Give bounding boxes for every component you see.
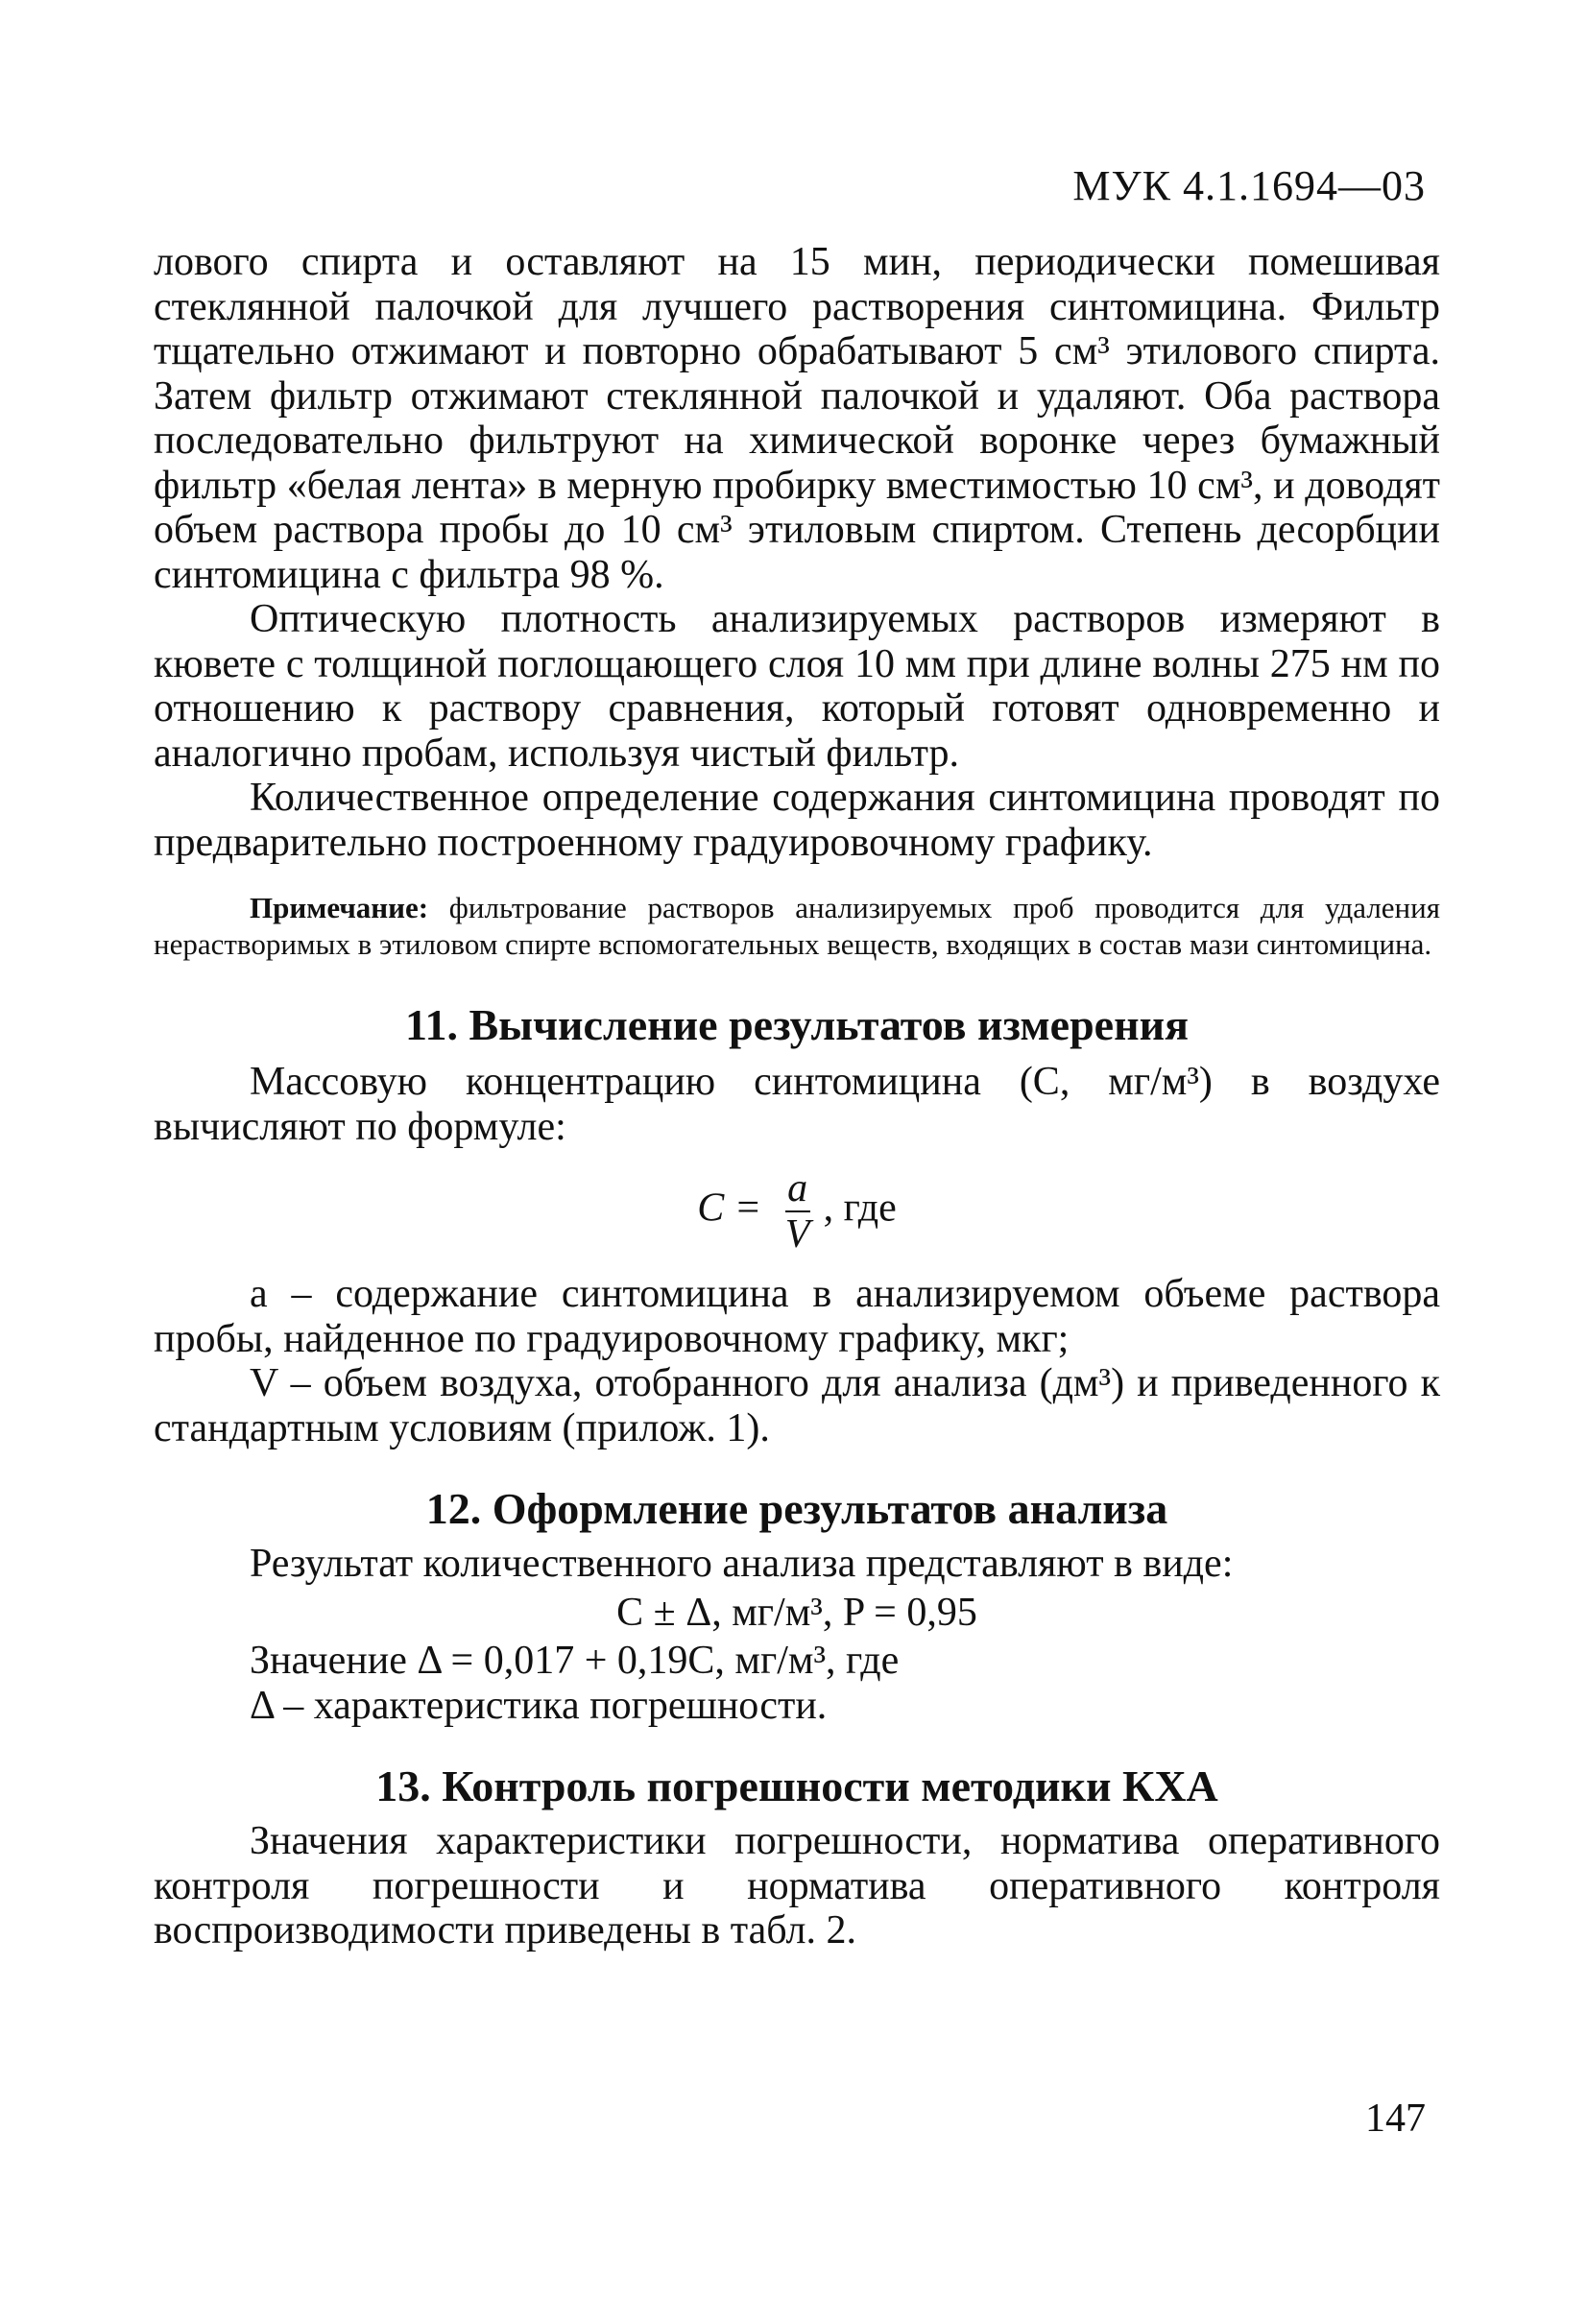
section-12-intro: Результат количественного анализа представляют в виде: [250, 1542, 1234, 1586]
definition-a: a – содержание синтомицина в анализируемом объеме раствора пробы, найденное по градуировочному графику, мкг; [154, 1272, 1440, 1361]
formula-numerator: a [787, 1166, 808, 1210]
paragraph-quantitative: Количественное определение содержания синтомицина проводят по предварительно построенному градуировочному графику. [154, 776, 1440, 865]
formula-c [154, 1168, 1440, 1255]
delta-definition: Δ – характеристика погрешности. [250, 1683, 828, 1728]
section-13-heading: 13. Контроль погрешности методики КХА [375, 1761, 1218, 1810]
formula-denominator: V [784, 1212, 810, 1257]
formula-tail: , где [823, 1186, 897, 1231]
paragraph-optical-density: Оптическую плотность анализируемых растворов измеряют в кювете с толщиной поглощающего слоя 10 мм при длине волны 275 нм по отношению к раствору сравнения, который готовят одновременно и аналогично пробам, используя чистый фильтр. [154, 597, 1440, 776]
paragraph-filtration: лового спирта и оставляют на 15 мин, периодически помешивая стеклянной палочкой для лучшего растворения синтомицина. Фильтр тщательно отжимают и повторно обрабатывают 5 см³ этилового спирта. Затем фильтр отжимают стеклянной палочкой и удаляют. Оба раствора последовательно фильтруют на химической воронке через бумажный фильтр «белая лента» в мерную пробирку вместимостью 10 см³, и доводят объем раствора пробы до 10 см³ этиловым спиртом. Степень десорбции синтомицина с фильтра 98 %. [154, 240, 1440, 597]
document-code: МУК 4.1.1694—03 [1072, 162, 1426, 209]
delta-value: Значение Δ = 0,017 + 0,19C, мг/м³, где [250, 1639, 900, 1683]
formula-lhs: C = [697, 1186, 762, 1231]
section-11-heading: 11. Вычисление результатов измерения [405, 1000, 1189, 1049]
formula-fraction [785, 1168, 810, 1255]
section-12-heading: 12. Оформление результатов анализа [425, 1484, 1168, 1533]
section-11-intro: Массовую концентрацию синтомицина (C, мг/м³) в воздухе вычисляют по формуле: [154, 1060, 1440, 1149]
result-formula: C ± Δ, мг/м³, P = 0,95 [616, 1590, 977, 1635]
note-label: Примечание: [250, 891, 429, 924]
page-number: 147 [1365, 2096, 1426, 2141]
definition-v: V – объем воздуха, отобранного для анализа (дм³) и приведенного к стандартным условиям (прилож. 1). [154, 1361, 1440, 1450]
note [154, 890, 1440, 963]
page-body [154, 240, 1440, 1953]
section-13-text: Значения характеристики погрешности, норматива оперативного контроля погрешности и норматива оперативного контроля воспроизводимости приведены в табл. 2. [154, 1819, 1440, 1953]
note-text: фильтрование растворов анализируемых проб проводится для удаления нерастворимых в этиловом спирте вспомогательных веществ, входящих в состав мази синтомицина. [154, 891, 1440, 961]
